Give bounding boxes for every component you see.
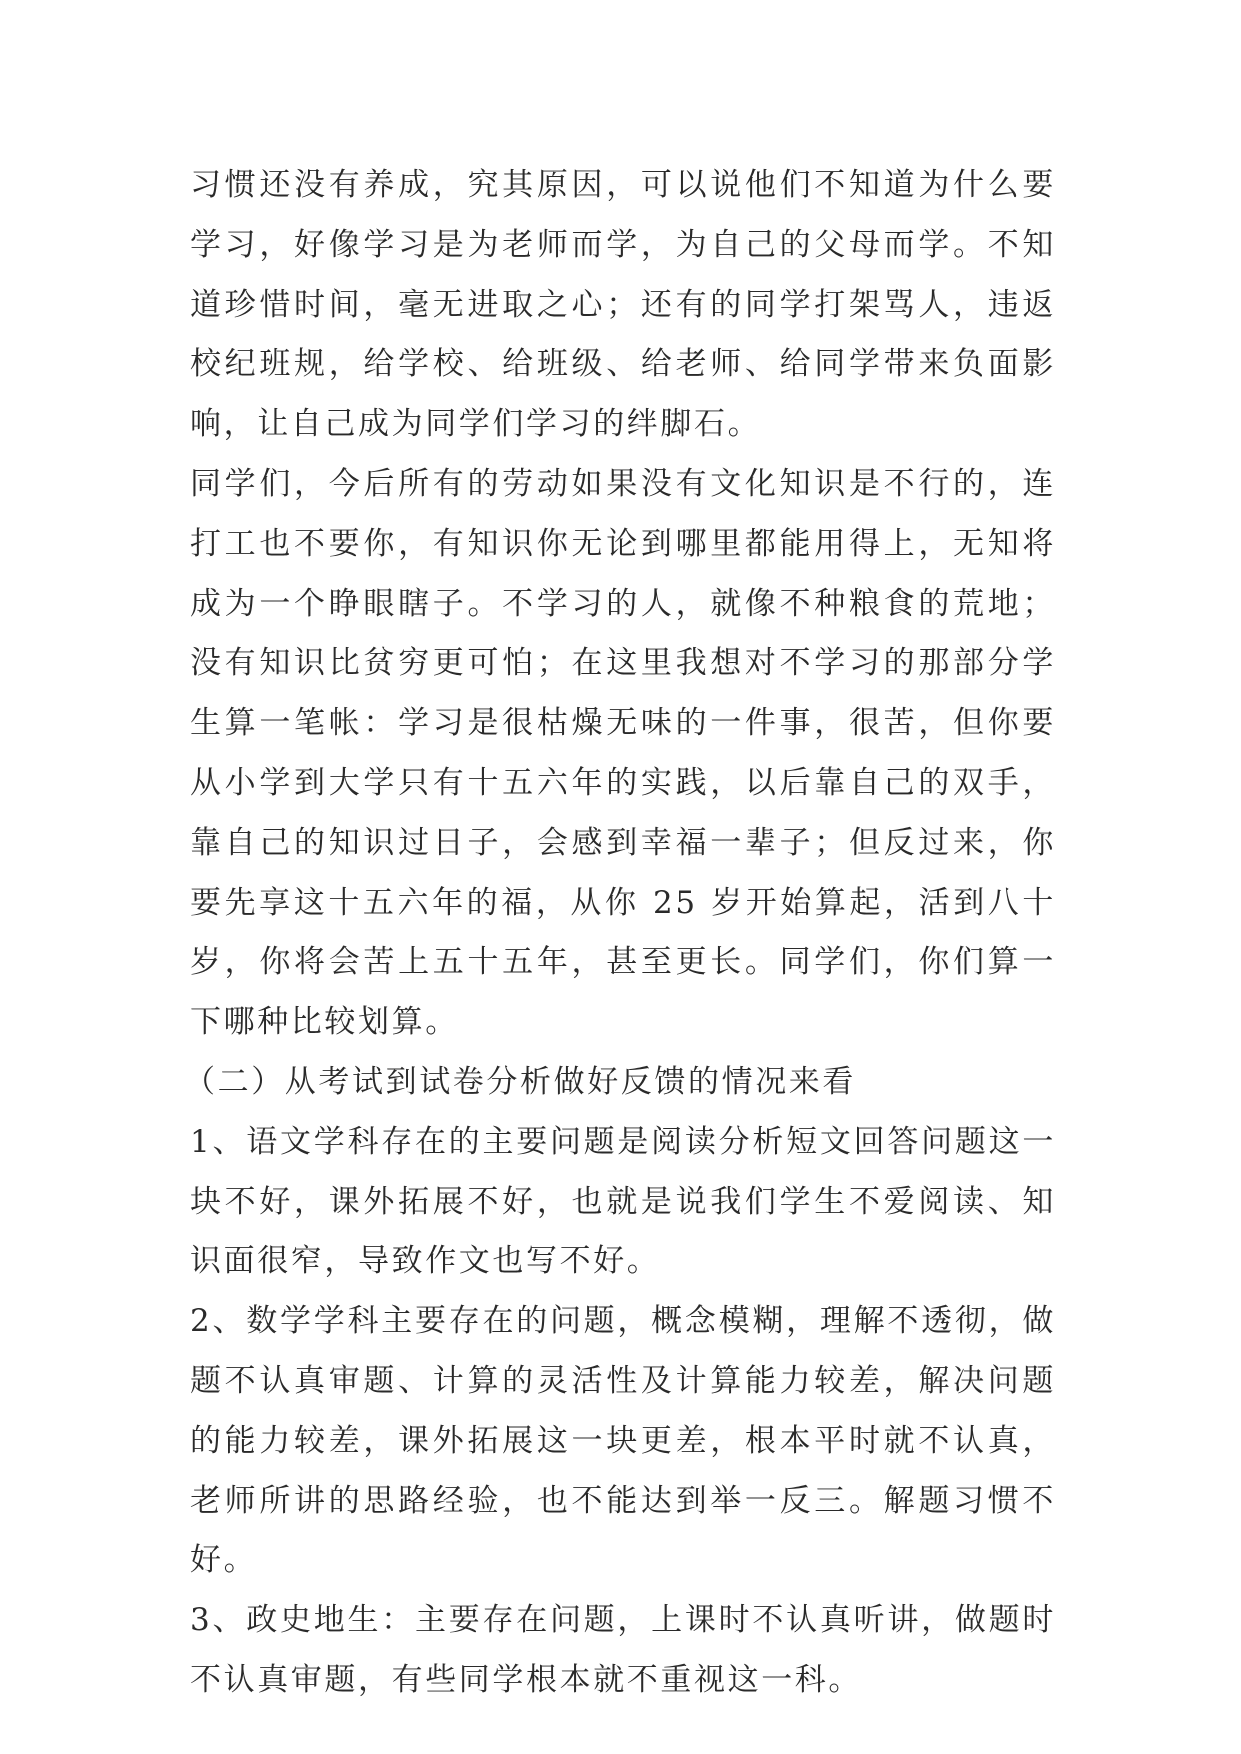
paragraph-chinese-subject: 1、语文学科存在的主要问题是阅读分析短文回答问题这一块不好，课外拓展不好，也就是说我们学生不爱阅读、知识面很窄，导致作文也写不好。 — [190, 1123, 1056, 1280]
paragraph-study-habits: 习惯还没有养成，究其原因，可以说他们不知道为什么要学习，好像学习是为老师而学，为自己的父母而学。不知道珍惜时间，毫无进取之心；还有的同学打架骂人，违返校纪班规，给学校、给班级、给老师、给同学带来负面影响，让自己成为同学们学习的绊脚石。 — [190, 167, 1056, 443]
section-heading-exam-feedback: （二）从考试到试卷分析做好反馈的情况来看 — [184, 1063, 856, 1100]
paragraph-math-subject: 2、数学学科主要存在的问题，概念模糊，理解不透彻，做题不认真审题、计算的灵活性及计算能力较差，解决问题的能力较差，课外拓展这一块更差，根本平时就不认真，老师所讲的思路经验，也不能达到举一反三。解题习惯不好。 — [190, 1303, 1056, 1579]
paragraph-other-subjects: 3、政史地生：主要存在问题，上课时不认真听讲，做题时不认真审题，有些同学根本就不重视这一科。 — [190, 1602, 1056, 1698]
document-body — [184, 156, 1056, 1711]
paragraph-knowledge-importance: 同学们，今后所有的劳动如果没有文化知识是不行的，连打工也不要你，有知识你无论到哪里都能用得上，无知将成为一个睁眼瞎子。不学习的人，就像不种粮食的荒地；没有知识比贫穷更可怕；在这里我想对不学习的那部分学生算一笔帐：学习是很枯燥无味的一件事，很苦，但你要从小学到大学只有十五六年的实践，以后靠自己的双手，靠自己的知识过日子，会感到幸福一辈子；但反过来，你要先享这十五六年的福，从你 25 岁开始算起，活到八十岁，你将会苦上五十五年，甚至更长。同学们，你们算一下哪种比较划算。 — [190, 465, 1056, 1041]
